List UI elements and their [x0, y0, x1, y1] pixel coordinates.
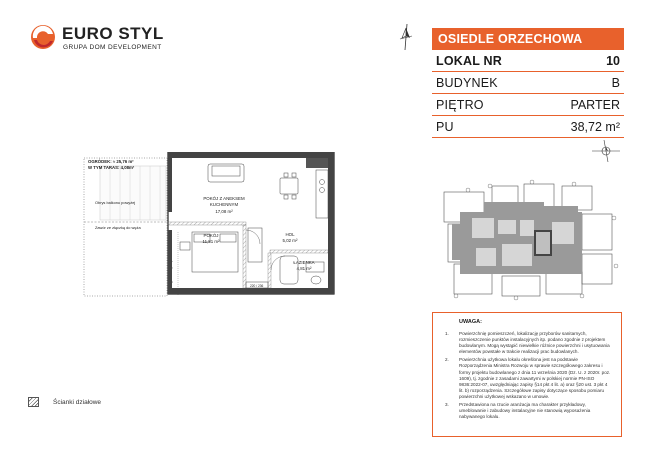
- apartment-info-panel: [432, 28, 624, 138]
- north-arrow-icon: [395, 22, 417, 52]
- building-key-plan: [432, 172, 624, 307]
- room-living-name: POKÓJ Z ANEKSEM: [203, 196, 245, 201]
- room-bathroom-name: ŁAZIENKA: [293, 260, 315, 265]
- note-item: [439, 402, 615, 420]
- brand-subtitle: GRUPA DOM DEVELOPMENT: [63, 44, 162, 51]
- info-row-area: [432, 116, 624, 138]
- note-number: 1.: [445, 331, 449, 336]
- floor-value: PARTER: [570, 97, 620, 112]
- estate-name: OSIEDLE ORZECHOWA: [432, 28, 624, 50]
- partition-wall-hatch-icon: [28, 397, 39, 407]
- room-living-name2: KUCHENNYM: [209, 202, 239, 207]
- building-label: BUDYNEK: [436, 75, 498, 90]
- room-living-area: 17,08 m²: [215, 209, 233, 214]
- note-item: [439, 331, 615, 355]
- note-text: Powierzchnia użytkowa lokalu określona jest na podstawie Rozporządzenia Ministra Rozwoju w sprawie szczegółowego zakresu i formy projektu budowlanego z dnia 11 września 2020 (Dz. U. z 2020r. poz. 1609), tj. zgodnie z zasadami zawartymi w polskiej normie PN-ISO 9836:2022-07, uwzględniając zapisy §14 pkt 4 lit. a) oraz §20 ust. 3 pkt 4 lit. b) rozporządzenia. Szczegółowe zapisy dotyczące sposobu pomiaru powierzchni użytkowej wskazano w umowie.: [459, 357, 611, 399]
- brand-logo: [28, 22, 168, 56]
- note-text: Przedstawiona na rzucie aranżacja ma charakter przykładowy, umeblowanie i zabudowy instalacyjne nie stanowią wyposażenia nabywanego lokalu.: [459, 402, 591, 420]
- terrace-area-label: W TYM TARAS: 4,08m²: [88, 165, 135, 170]
- info-row-floor: [432, 94, 624, 116]
- balcony-outline-label: Obrys balkonu powyżej: [95, 200, 136, 205]
- area-value: 38,72 m²: [570, 119, 620, 134]
- note-item: [439, 357, 615, 400]
- room-hall-name: HOL: [285, 232, 295, 237]
- garden-area-label: OGRÓDEK: ≈ 25,76 m²: [88, 159, 134, 164]
- notes-box: [432, 312, 622, 437]
- faucet-label: Zawór ze złączką do węża: [95, 225, 141, 230]
- room-hall-area: 5,02 m²: [282, 238, 298, 243]
- area-label: PU: [436, 119, 454, 134]
- compass-rose-icon: [590, 138, 622, 164]
- room-bathroom-area: 4,81 m²: [296, 266, 312, 271]
- info-row-unit: [432, 50, 624, 72]
- building-value: B: [611, 75, 620, 90]
- legend: [28, 396, 101, 408]
- floor-label: PIĘTRO: [436, 97, 484, 112]
- note-number: 3.: [445, 402, 449, 408]
- unit-value: 10: [606, 53, 620, 68]
- room-bedroom-area: 11,81 m²: [202, 239, 220, 244]
- info-row-building: [432, 72, 624, 94]
- apartment-walls: [168, 152, 334, 294]
- legend-label: Ścianki działowe: [53, 398, 102, 406]
- euro-styl-logo-icon: [28, 22, 58, 52]
- floor-plan: [80, 152, 362, 298]
- room-bedroom-name: POKÓJ: [203, 233, 219, 238]
- unit-label: LOKAL NR: [436, 53, 502, 68]
- notes-title: UWAGA:: [459, 319, 482, 325]
- utility-label: 220 / 236: [250, 284, 264, 288]
- note-number: 2.: [445, 357, 449, 363]
- note-text: Powierzchnię pomieszczeń, lokalizację przyborów sanitarnych, rozmieszczenie punktów instalacyjnych itp. podano zgodnie z projektem budowlanym. Mogą wystąpić niewielkie różnice powierzchni i usytuowania elementów powstałe w trakcie realizacji prac budowlanych.: [459, 331, 610, 355]
- brand-name: EURO STYL: [62, 24, 164, 43]
